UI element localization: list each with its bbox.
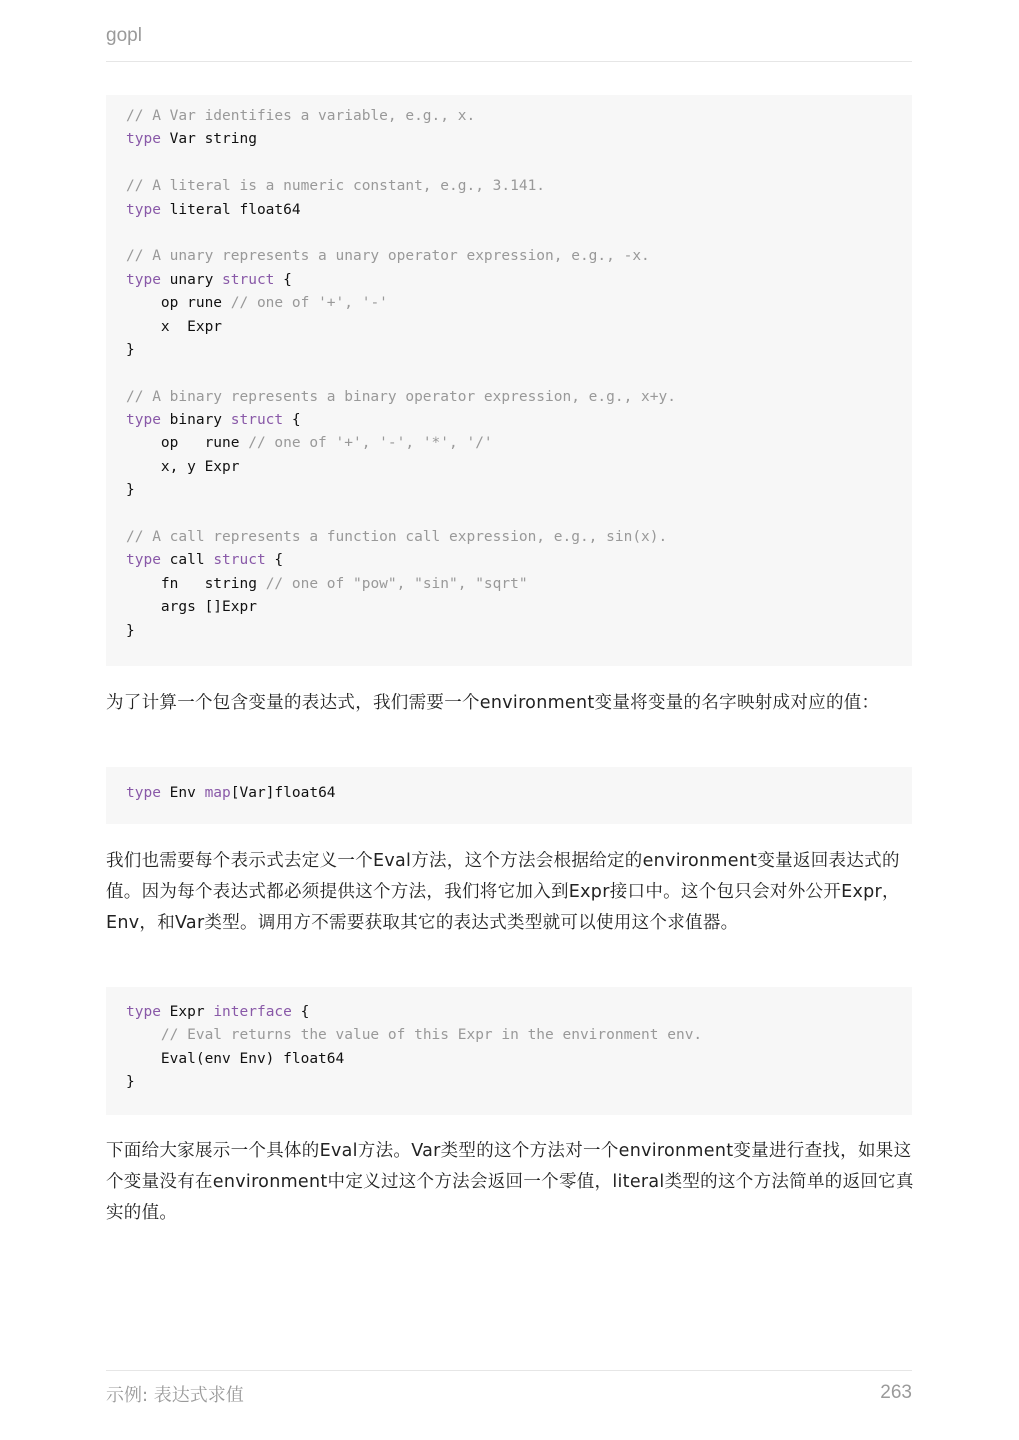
- paragraph-environment: 为了计算一个包含变量的表达式，我们需要一个environment变量将变量的名字映射成对应的值：: [106, 693, 880, 713]
- book-title: gopl: [106, 25, 142, 46]
- code-text: [126, 1027, 161, 1043]
- code-comment: // one of '+', '-', '*', '/': [248, 435, 493, 452]
- code-line: [126, 128, 892, 151]
- code-line: [126, 620, 892, 643]
- code-line: [126, 339, 892, 362]
- page-header: [106, 24, 912, 62]
- code-line: [126, 479, 892, 502]
- code-line: [126, 105, 892, 128]
- page-number: 263: [880, 1382, 912, 1403]
- code-line: [126, 292, 892, 315]
- code-text: op rune: [126, 295, 231, 312]
- code-block-ast-types: [106, 95, 912, 666]
- code-line: [126, 175, 892, 198]
- paragraph-eval-method: 我们也需要每个表示式去定义一个Eval方法，这个方法会根据给定的environment变量返回表达式的值。因为每个表达式都必须提供这个方法，我们将它加入到Expr接口中。这个包只会对外公开Expr，Env，和Var类型。调用方不需要获取其它的表达式类型就可以使用这个求值器。: [106, 851, 900, 933]
- code-comment: // A call represents a function call expression, e.g., sin(x).: [126, 529, 668, 546]
- code-keyword: struct: [222, 271, 275, 288]
- code-text: }: [126, 1074, 135, 1091]
- code-keyword: type: [126, 785, 161, 801]
- code-text: Env: [160, 785, 205, 801]
- code-line: [126, 1048, 892, 1071]
- code-text: {: [291, 1004, 310, 1020]
- code-line: [126, 316, 892, 339]
- code-comment: // one of '+', '-': [230, 295, 388, 312]
- code-block-expr-interface: [106, 987, 912, 1115]
- code-keyword: interface: [213, 1004, 292, 1020]
- code-comment: // A binary represents a binary operator expression, e.g., x+y.: [126, 388, 676, 405]
- code-text: call: [160, 552, 214, 569]
- code-line: [126, 549, 892, 572]
- code-text: op rune: [126, 435, 249, 452]
- code-line: [126, 782, 892, 805]
- code-keyword: type: [126, 201, 161, 218]
- chapter-title: 示例: 表达式求值: [106, 1385, 244, 1406]
- code-keyword: map: [204, 785, 231, 801]
- code-text: unary: [160, 271, 223, 288]
- code-line: [126, 199, 892, 222]
- code-line: [126, 573, 892, 596]
- code-keyword: type: [126, 1004, 161, 1020]
- code-text: fn string: [126, 575, 266, 592]
- code-text: Eval(env Env) float64: [126, 1050, 345, 1067]
- code-line: [126, 152, 892, 175]
- code-line: [126, 269, 892, 292]
- code-comment: // Eval returns the value of this Expr in the environment env.: [160, 1027, 703, 1044]
- code-text: {: [274, 271, 292, 288]
- code-keyword: type: [126, 552, 161, 569]
- code-text: }: [126, 341, 135, 358]
- code-text: }: [126, 482, 135, 499]
- code-keyword: type: [126, 131, 161, 148]
- code-line: [126, 526, 892, 549]
- code-keyword: type: [126, 271, 161, 288]
- code-text: args []Expr: [126, 599, 257, 616]
- code-text: Expr: [160, 1004, 214, 1020]
- code-line: [126, 245, 892, 268]
- code-line: [126, 432, 892, 455]
- code-keyword: struct: [213, 552, 266, 569]
- code-line: [126, 409, 892, 432]
- code-comment: // one of "pow", "sin", "sqrt": [265, 575, 528, 592]
- code-text: Var string: [160, 131, 257, 148]
- code-comment: // A unary represents a unary operator expression, e.g., -x.: [126, 248, 650, 265]
- paragraph-eval-example: 下面给大家展示一个具体的Eval方法。Var类型的这个方法对一个environment变量进行查找，如果这个变量没有在environment中定义过这个方法会返回一个零值，literal类型的这个方法简单的返回它真实的值。: [106, 1141, 914, 1223]
- code-block-env-type: [106, 767, 912, 824]
- code-line: [126, 503, 892, 526]
- code-text: binary: [160, 412, 231, 429]
- page-footer: [106, 1370, 912, 1417]
- code-text: }: [126, 622, 135, 639]
- code-text: {: [265, 552, 284, 569]
- code-keyword: type: [126, 412, 161, 429]
- code-line: [126, 1071, 892, 1094]
- code-line: [126, 362, 892, 385]
- code-line: [126, 596, 892, 619]
- code-text: {: [283, 412, 301, 429]
- code-text: literal float64: [160, 201, 301, 218]
- code-text: x, y Expr: [126, 458, 240, 475]
- code-line: [126, 456, 892, 479]
- code-text: x Expr: [126, 318, 223, 335]
- code-line: [126, 1001, 892, 1024]
- code-keyword: struct: [230, 412, 284, 429]
- code-line: [126, 386, 892, 409]
- code-line: [126, 1024, 892, 1047]
- code-text: [Var]float64: [230, 785, 336, 801]
- code-comment: // A literal is a numeric constant, e.g., 3.141.: [126, 178, 546, 195]
- code-line: [126, 222, 892, 245]
- code-comment: // A Var identifies a variable, e.g., x.: [126, 108, 476, 124]
